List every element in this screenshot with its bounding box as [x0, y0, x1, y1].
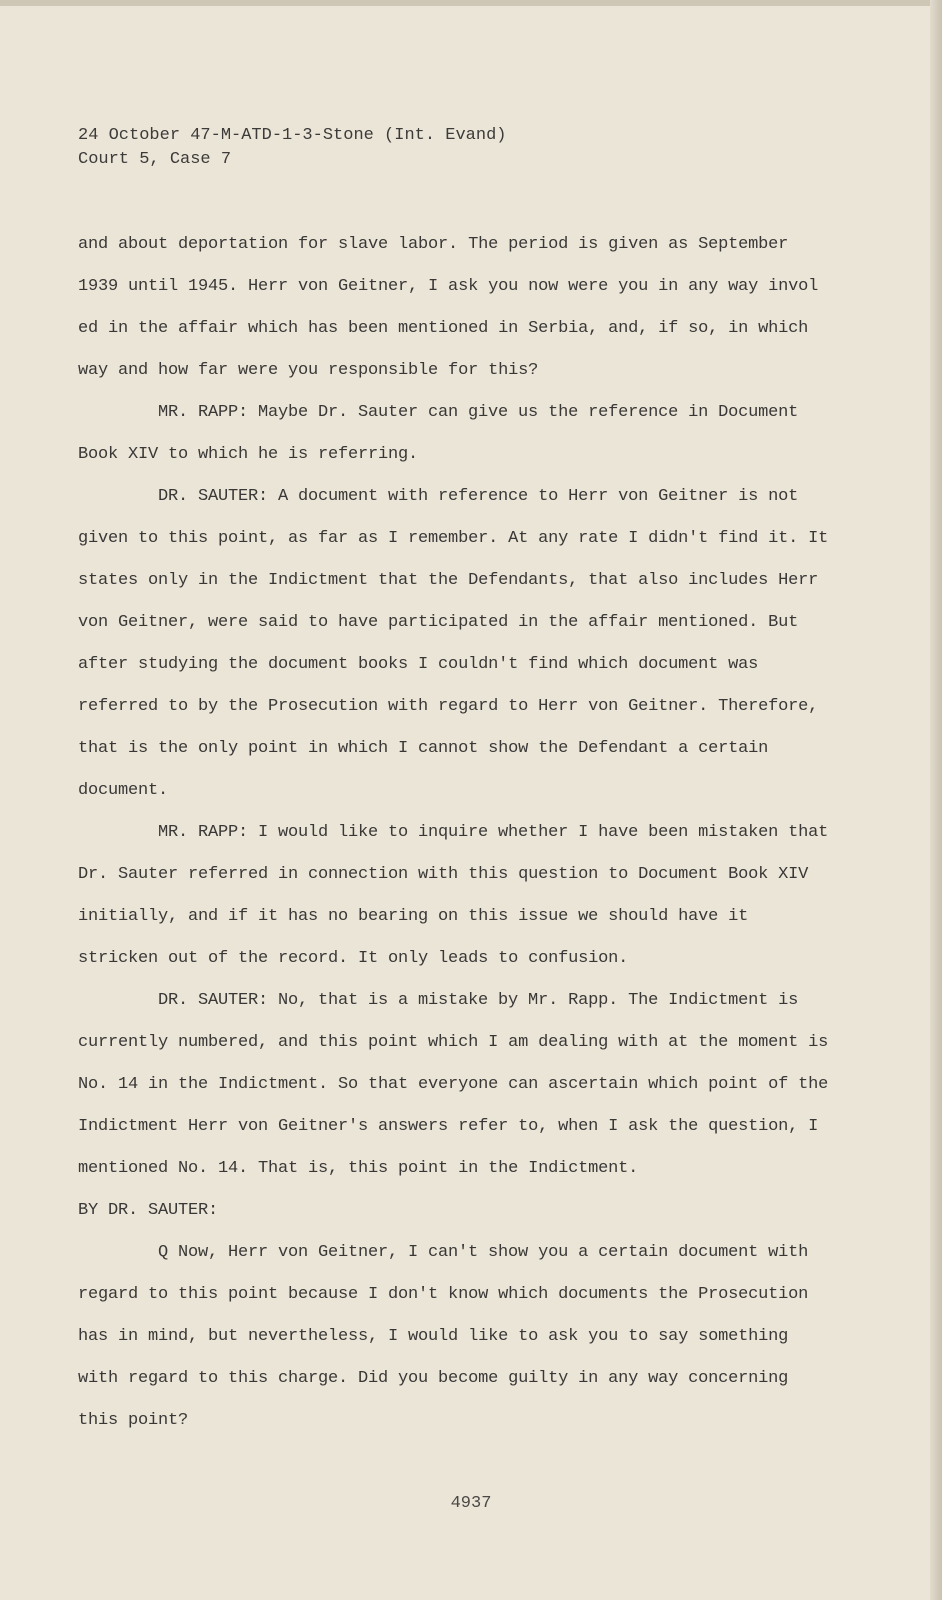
paper-right-edge — [930, 0, 942, 1600]
header-court-line: Court 5, Case 7 — [78, 150, 232, 169]
transcript-header — [78, 124, 506, 172]
examiner-byline: BY DR. SAUTER: — [78, 1201, 219, 1220]
paragraph-sauter-clarification: DR. SAUTER: No, that is a mistake by Mr. Rapp. The Indictment is currently numbered, and this point which I am dealing with at the moment is No. 14 in the Indictment. So that everyone can ascertain which point of the Indictment Herr von Geitner's answers refer to, when I ask the question, I mentioned No. 14. That is, this point in the Indictment. — [78, 991, 829, 1178]
transcript-body — [78, 224, 838, 1442]
paragraph-sauter-reply: DR. SAUTER: A document with reference to Herr von Geitner is not given to this point, as far as I remember. At any rate I didn't find it. It states only in the Indictment that the Defendants, that also includes Herr von Geitner, were said to have participated in the affair mentioned. But after studying the document books I couldn't find which document was referred to by the Prosecution with regard to Herr von Geitner. Therefore, that is the only point in which I cannot show the Defendant a certain document. — [78, 487, 829, 800]
paragraph-question: Q Now, Herr von Geitner, I can't show you a certain document with regard to this point because I don't know which documents the Prosecution has in mind, but nevertheless, I would like to ask you to say something with regard to this charge. Did you become guilty in any way concerning this point? — [78, 1243, 809, 1430]
paragraph-rapp-inquiry: MR. RAPP: I would like to inquire whether I have been mistaken that Dr. Sauter referred in connection with this question to Document Book XIV initially, and if it has no bearing on this issue we should have it stricken out of the record. It only leads to confusion. — [78, 823, 829, 968]
paper-top-edge — [0, 0, 942, 6]
page-number: 4937 — [450, 1494, 492, 1513]
paragraph-rapp-request: MR. RAPP: Maybe Dr. Sauter can give us the reference in Document Book XIV to which he is referring. — [78, 403, 799, 464]
paragraph-continuation: and about deportation for slave labor. The period is given as September 1939 until 1945. Herr von Geitner, I ask you now were you in any way invol ed in the affair which has been mentioned in Serbia, and, if so, in which way and how far were you responsible for this? — [78, 235, 819, 380]
header-session-line: 24 October 47-M-ATD-1-3-Stone (Int. Evand) — [78, 126, 507, 145]
